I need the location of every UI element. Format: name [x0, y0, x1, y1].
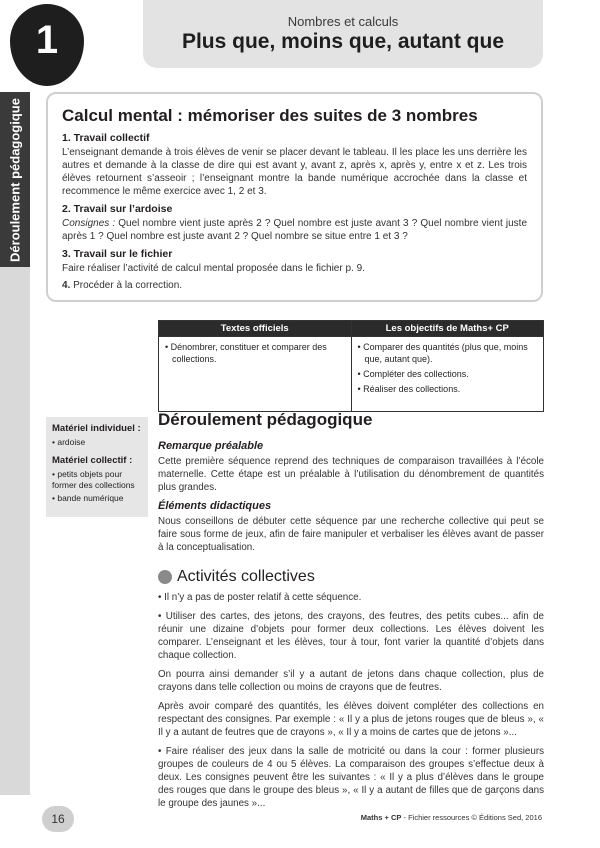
activites-heading [158, 568, 544, 586]
step-number: 4. [62, 280, 71, 291]
chapter-badge [10, 4, 84, 86]
page-title: Plus que, moins que, autant que [181, 30, 505, 53]
activites-paragraph: On pourra ainsi demander s’il y a autant de jetons dans chaque collection, plus de crayons dans telle collection ou moins de crayons que de feutres. [158, 669, 544, 693]
activites-paragraph: • Faire réaliser des jeux dans la salle de motricité ou dans la cour : former plusieurs groupes de couleurs de 4 ou 5 élèves. La comparaison des groupes s’effectue deux à deux. Les consignes peuvent être les suivantes : « Il y a plus d’élèves dans le groupe des rouges que dans le groupe des bleus », « Il y a autant de filles que de garçons dans le groupe des jaunes »... [158, 746, 544, 809]
footer-brand: Maths + CP [360, 813, 402, 822]
activites-title: Activités collectives [177, 568, 315, 585]
materiel-collectif-label: Matériel collectif : [52, 455, 133, 466]
side-section-tab [0, 92, 30, 267]
calcul-mental-box [46, 92, 543, 302]
materiel-individuel-label: Matériel individuel : [52, 423, 141, 434]
header-category: Nombres et calculs [287, 14, 399, 29]
table-header-textes: Textes officiels [159, 321, 352, 337]
section-title: Déroulement pédagogique [158, 410, 373, 429]
section-heading-2: 2. Travail sur l’ardoise [62, 203, 173, 215]
list-item: • ardoise [52, 437, 86, 447]
page-number-badge [42, 806, 74, 832]
section-text-2 [62, 217, 527, 243]
remarque-title: Remarque préalable [158, 440, 264, 452]
section-text-1: L’enseignant demande à trois élèves de venir se placer devant le tableau. Il les place les uns derrière les autres et demande à la classe de dire qui est avant y, avant z, après x, après y, entre x et z. Les trois élèves retournent s’asseoir ; l’enseignant montre la bande numérique accrochée dans la classe et recommence le même exercice avec 1, 2 et 3. [62, 147, 527, 197]
calcul-mental-title: Calcul mental : mémoriser des suites de 3 nombres [62, 106, 478, 125]
elements-title: Éléments didactiques [158, 500, 272, 512]
page-number: 16 [51, 812, 65, 826]
list-item: • bande numérique [52, 493, 124, 503]
page-header [143, 0, 543, 68]
remarque-text: Cette première séquence reprend des techniques de comparaison travaillées à l’école maternelle. Cette étape est un préalable à l’utilisation du dénombrement de quantités plus grandes. [158, 456, 544, 493]
list-item: • Compléter des collections. [357, 369, 469, 379]
side-grey-band [0, 267, 30, 795]
step-text: Procéder à la correction. [70, 280, 183, 291]
section-text-3: Faire réaliser l’activité de calcul mental proposée dans le fichier p. 9. [62, 263, 365, 274]
activites-paragraph: Après avoir comparé des quantités, les élèves doivent compléter des collections en respectant des consignes. Par exemple : « Il y a plus de jetons rouges que de bleus », « Il y a autant de feutres que de crayons », « Il y a moins de cartes que de jetons »... [158, 701, 544, 738]
list-item: • petits objets pour former des collections [52, 469, 135, 490]
section-text-4 [62, 279, 527, 292]
section-heading-3: 3. Travail sur le fichier [62, 248, 173, 260]
table-cell-textes [159, 337, 352, 412]
activites-paragraph: • Il n’y a pas de poster relatif à cette séquence. [158, 592, 362, 603]
footer-text: - Fichier ressources © Éditions Sed, 2016 [401, 813, 542, 822]
consignes-text: Quel nombre vient juste après 2 ? Quel nombre est juste avant 3 ? Quel nombre vient juste après 1 ? Quel nombre est juste avant 2 ? Quel nombre se situe entre 1 et 3 ? [62, 218, 528, 242]
consignes-label: Consignes : [62, 218, 116, 229]
elements-text: Nous conseillons de débuter cette séquence par une recherche collective qui peut se faire sous forme de jeux, afin de faire manipuler et verbaliser les élèves avant de passer à la conceptualisation. [158, 516, 544, 553]
chapter-number: 1 [35, 18, 59, 62]
table-cell-objectifs [351, 337, 544, 412]
objectives-table [158, 320, 544, 412]
list-item: • Réaliser des collections. [357, 384, 461, 394]
materiel-box [46, 417, 148, 517]
list-item: • Dénombrer, constituer et comparer des collections. [165, 342, 327, 364]
side-tab-label: Déroulement pédagogique [7, 97, 23, 262]
main-content [158, 410, 544, 816]
list-item: • Comparer des quantités (plus que, moins que, autant que). [357, 342, 528, 364]
bullet-dot-icon [158, 570, 172, 584]
table-header-objectifs: Les objectifs de Maths+ CP [351, 321, 544, 337]
activites-paragraph: • Utiliser des cartes, des jetons, des crayons, des feutres, des petits cubes... afin de réunir une dizaine d’objets pour former deux collections. Les élèves doivent les comparer. L’enseignant et les élèves, tour à tour, font varier la quantité d’objets dans chaque collection. [158, 611, 544, 661]
footer-credit [361, 813, 542, 822]
section-heading-1: 1. Travail collectif [62, 132, 150, 144]
